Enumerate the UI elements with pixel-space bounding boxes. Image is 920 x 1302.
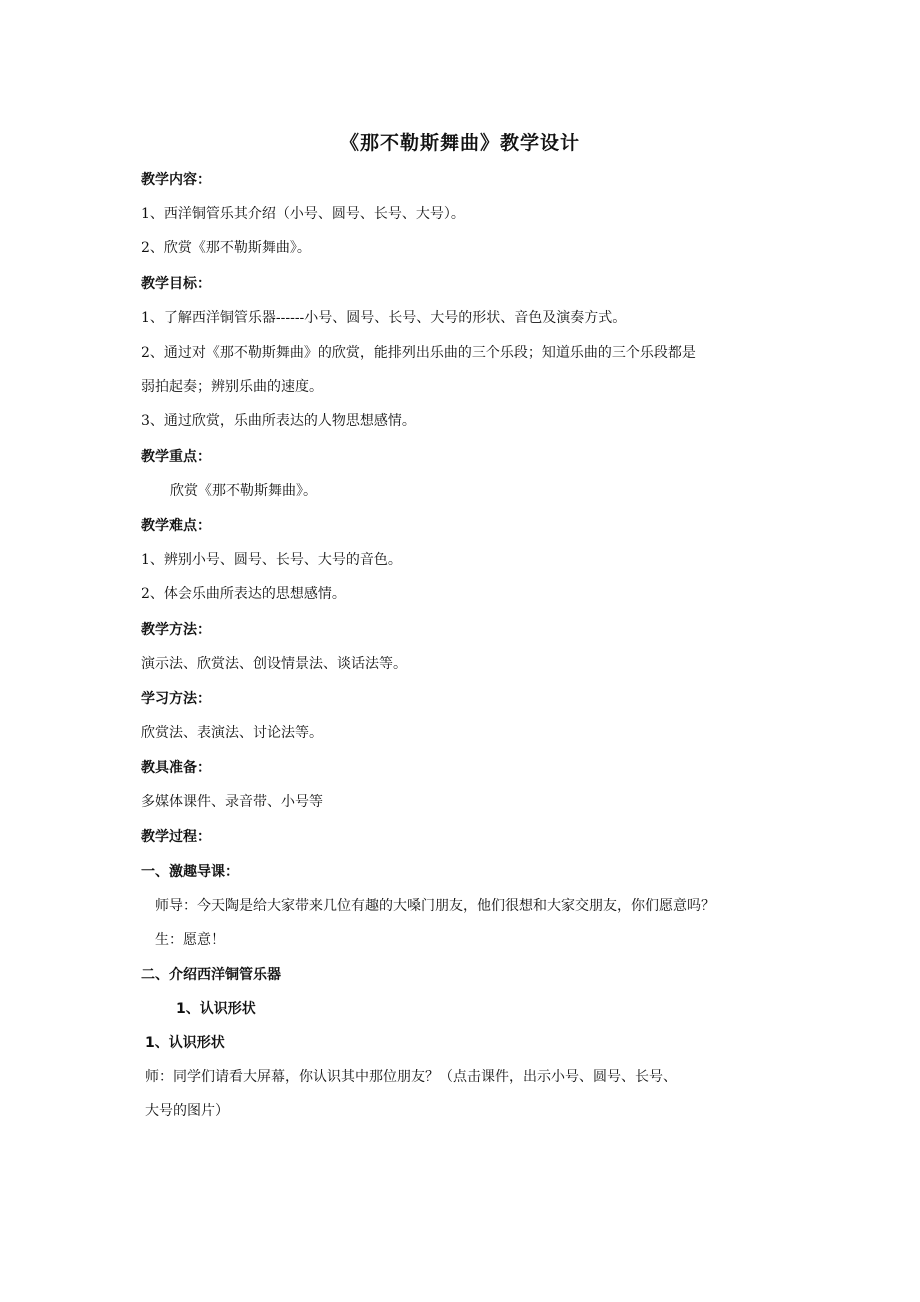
process-student-reply: 生：愿意！ — [155, 932, 225, 948]
heading-key-point: 教学重点： — [141, 449, 211, 465]
difficulty-item-1: 1、辨别小号、圆号、长号、大号的音色。 — [141, 552, 402, 568]
heading-process: 教学过程： — [141, 829, 211, 845]
difficulty-item-2: 2、体会乐曲所表达的思想感情。 — [141, 586, 346, 602]
objective-item-1: 1、了解西洋铜管乐器------小号、圆号、长号、大号的形状、音色及演奏方式。 — [141, 310, 627, 326]
teaching-method-text: 演示法、欣赏法、创设情景法、谈话法等。 — [141, 656, 407, 672]
process-teacher-question-line-1: 师：同学们请看大屏幕，你认识其中那位朋友？（点击课件，出示小号、圆号、长号、 — [145, 1069, 677, 1085]
objective-item-2: 2、通过对《那不勒斯舞曲》的欣赏，能排列出乐曲的三个乐段；知道乐曲的三个乐段都是 — [141, 345, 696, 361]
heading-difficulty: 教学难点： — [141, 518, 211, 534]
objective-item-3: 3、通过欣赏，乐曲所表达的人物思想感情。 — [141, 413, 416, 429]
key-point-text: 欣赏《那不勒斯舞曲》。 — [170, 483, 317, 499]
objective-item-2-cont: 弱拍起奏；辨别乐曲的速度。 — [141, 379, 323, 395]
heading-content: 教学内容： — [141, 172, 211, 188]
process-subheading-indented: 1、认识形状 — [176, 1001, 256, 1017]
aids-text: 多媒体课件、录音带、小号等 — [141, 794, 323, 810]
content-item-1: 1、西洋铜管乐其介绍（小号、圆号、长号、大号）。 — [141, 206, 465, 222]
process-subheading: 1、认识形状 — [145, 1035, 225, 1051]
content-item-2: 2、欣赏《那不勒斯舞曲》。 — [141, 240, 311, 256]
process-teacher-intro: 师导：今天陶是给大家带来几位有趣的大嗓门朋友，他们很想和大家交朋友，你们愿意吗？ — [155, 898, 715, 914]
process-section-1-heading: 一、激趣导课： — [141, 864, 239, 880]
heading-aids: 教具准备： — [141, 760, 211, 776]
heading-objectives: 教学目标： — [141, 276, 211, 292]
heading-learning-method: 学习方法： — [141, 691, 211, 707]
document-title: 《那不勒斯舞曲》教学设计 — [339, 132, 580, 154]
process-teacher-question-line-2: 大号的图片） — [145, 1103, 229, 1119]
heading-teaching-method: 教学方法： — [141, 622, 211, 638]
process-section-2-heading: 二、介绍西洋铜管乐器 — [141, 967, 281, 983]
learning-method-text: 欣赏法、表演法、讨论法等。 — [141, 725, 323, 741]
